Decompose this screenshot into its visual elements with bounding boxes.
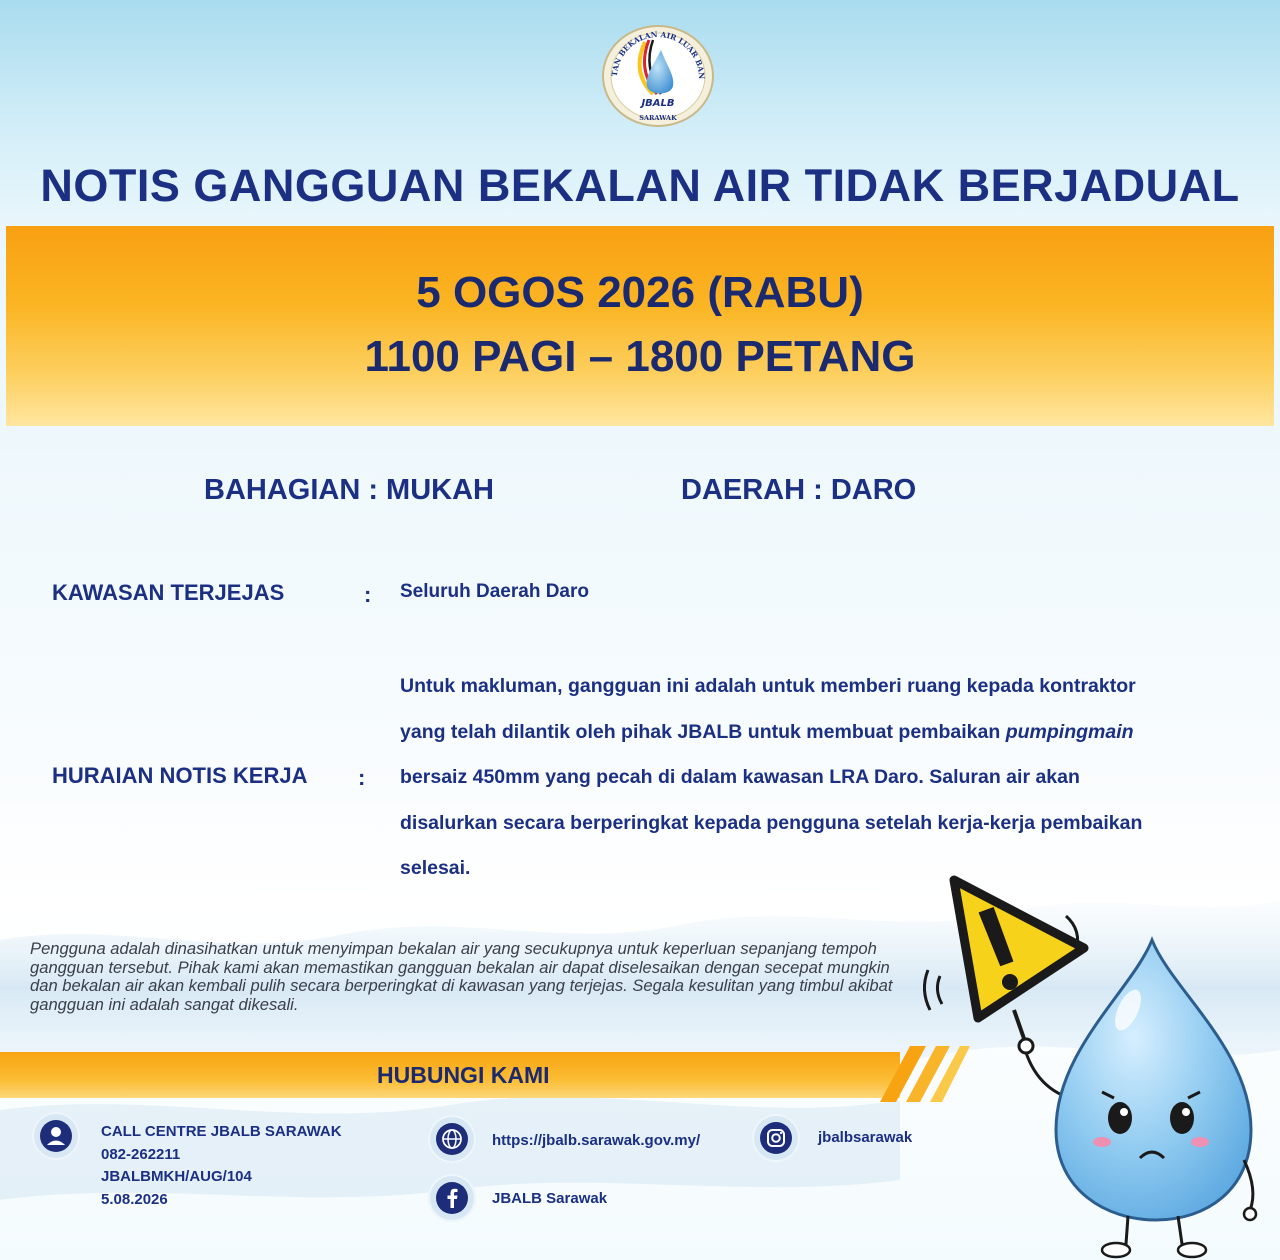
description-line: yang telah dilantik oleh pihak JBALB untuk membuat pembaikan pumpingmain — [400, 720, 1134, 743]
advice-paragraph: Pengguna adalah dinasihatkan untuk menyimpan bekalan air yang secukupnya untuk keperluan sepanjang tempoh gangguan tersebut. Pihak kami akan memastikan gangguan bekalan air dapat diselesaikan dengan secepat mungkin dan bekalan air akan kembali pulih secara berperingkat di kawasan yang terjejas. Segala kesulitan yang timbul akibat gangguan ini adalah sangat dikesali. — [30, 939, 893, 1014]
description-line: disalurkan secara berperingkat kepada pengguna setelah kerja-kerja pembaikan — [400, 811, 1143, 834]
facebook-icon-badge[interactable] — [428, 1174, 476, 1222]
issue-date: 5.08.2026 — [101, 1190, 168, 1208]
description-line: selesai. — [400, 857, 471, 879]
work-description-label: HURAIAN NOTIS KERJA — [52, 763, 308, 788]
description-emphasis: pumpingmain — [1005, 720, 1134, 743]
call-centre-info — [101, 1121, 342, 1211]
description-line: Untuk makluman, gangguan ini adalah untuk memberi ruang kepada kontraktor — [400, 675, 1136, 697]
schedule-band — [6, 226, 1274, 426]
call-centre-name: CALL CENTRE JBALB SARAWAK — [101, 1123, 342, 1140]
user-icon — [32, 1112, 80, 1160]
notice-title: NOTIS GANGGUAN BEKALAN AIR TIDAK BERJADUAL — [40, 160, 1240, 211]
logo-state: SARAWAK — [639, 114, 677, 122]
district-label: DAERAH : DARO — [681, 474, 917, 506]
division-label: BAHAGIAN : MUKAH — [204, 474, 494, 506]
work-description-text — [400, 664, 1250, 892]
instagram-icon — [752, 1114, 800, 1162]
facebook-icon — [428, 1174, 476, 1222]
schedule-date: 5 OGOS 2026 (RABU) — [416, 268, 864, 317]
reference-number: JBALBMKH/AUG/104 — [101, 1168, 252, 1185]
warning-sign — [954, 880, 1084, 1018]
work-description-colon: : — [358, 765, 366, 790]
contact-heading: HUBUNGI KAMI — [377, 1062, 550, 1088]
globe-icon — [428, 1115, 476, 1163]
schedule-time: 1100 PAGI – 1800 PETANG — [364, 332, 916, 381]
logo-name: JBALB — [641, 98, 675, 109]
call-centre-icon-badge — [32, 1112, 80, 1160]
description-line: bersaiz 450mm yang pecah di dalam kawasan LRA Daro. Saluran air akan — [400, 766, 1080, 788]
website-link[interactable]: https://jbalb.sarawak.gov.my/ — [492, 1132, 701, 1149]
affected-area-label: KAWASAN TERJEJAS — [52, 580, 285, 605]
affected-area-colon: : — [364, 582, 372, 607]
logo-ring-text: TAN BEKALAN AIR LUAR BAN — [609, 29, 707, 80]
jbalb-logo — [601, 24, 715, 128]
water-drop-mascot — [906, 860, 1276, 1260]
instagram-link[interactable]: jbalbsarawak — [818, 1129, 913, 1146]
facebook-link[interactable]: JBALB Sarawak — [492, 1190, 608, 1207]
call-centre-phone[interactable]: 082-262211 — [101, 1145, 181, 1163]
instagram-icon-badge[interactable] — [752, 1114, 800, 1162]
website-icon-badge[interactable] — [428, 1115, 476, 1163]
affected-area-value: Seluruh Daerah Daro — [400, 581, 589, 602]
